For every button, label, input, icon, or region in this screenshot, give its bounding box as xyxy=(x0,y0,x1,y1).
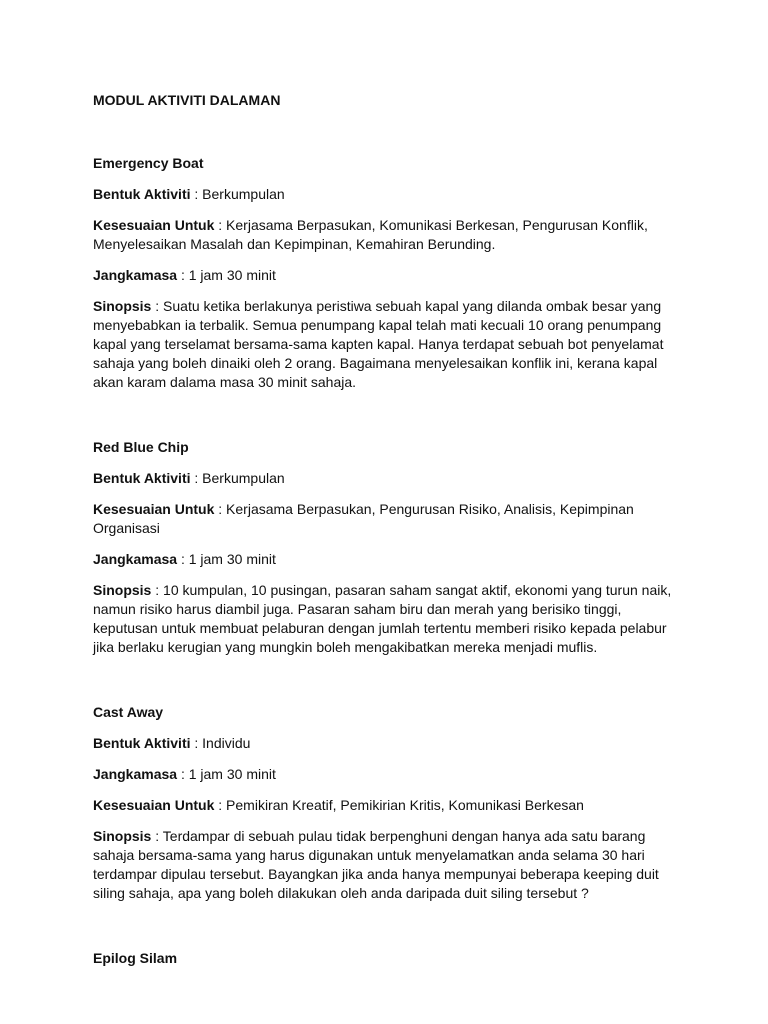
field-bentuk-aktiviti: Bentuk Aktiviti : Berkumpulan xyxy=(93,470,285,486)
field-label: Kesesuaian Untuk xyxy=(93,797,215,813)
field-label: Kesesuaian Untuk xyxy=(93,501,215,517)
field-value: Kerjasama Berpasukan, Pengurusan Risiko, Analisis, Kepimpinan Organisasi xyxy=(93,501,634,536)
field-label: Kesesuaian Untuk xyxy=(93,217,215,233)
field-kesesuaian-untuk: Kesesuaian Untuk : Kerjasama Berpasukan, Pengurusan Risiko, Analisis, Kepimpinan Organisasi xyxy=(93,501,634,536)
field-kesesuaian-untuk: Kesesuaian Untuk : Pemikiran Kreatif, Pemikirian Kritis, Komunikasi Berkesan xyxy=(93,797,584,813)
field-sinopsis: Sinopsis : Suatu ketika berlakunya peristiwa sebuah kapal yang dilanda ombak besar yang menyebabkan ia terbalik. Semua penumpang kapal telah mati kecuali 10 orang penumpang kapal yang terselamat bersama-sama kapten kapal. Hanya terdapat sebuah bot penyelamat sahaja yang boleh dinaiki oleh 2 orang. Bagaimana menyelesaikan konflik ini, kerana kapal akan karam dalama masa 30 minit sahaja. xyxy=(93,298,664,390)
section-red-blue-chip xyxy=(93,438,683,669)
field-value: Berkumpulan xyxy=(202,470,285,486)
section-heading: Red Blue Chip xyxy=(93,439,189,455)
section-epilog-silam xyxy=(93,949,683,980)
field-value: 1 jam 30 minit xyxy=(188,766,276,782)
field-value: 1 jam 30 minit xyxy=(188,267,276,283)
field-label: Bentuk Aktiviti xyxy=(93,735,191,751)
field-value: Pemikiran Kreatif, Pemikirian Kritis, Komunikasi Berkesan xyxy=(226,797,584,813)
field-value: 10 kumpulan, 10 pusingan, pasaran saham sangat aktif, ekonomi yang turun naik, namun risiko harus diambil juga. Pasaran saham biru dan merah yang berisiko tinggi, keputusan untuk membuat pelaburan dengan jumlah tertentu memberi risiko kepada pelabur jika berlaku kerugian yang mungkin boleh mengakibatkan mereka menjadi muflis. xyxy=(93,582,672,655)
field-label: Jangkamasa xyxy=(93,766,178,782)
field-bentuk-aktiviti: Bentuk Aktiviti : Berkumpulan xyxy=(93,186,285,202)
field-value: Suatu ketika berlakunya peristiwa sebuah kapal yang dilanda ombak besar yang menyebabkan ia terbalik. Semua penumpang kapal telah mati kecuali 10 orang penumpang kapal yang terselamat bersama-sama kapten kapal. Hanya terdapat sebuah bot penyelamat sahaja yang boleh dinaiki oleh 2 orang. Bagaimana menyelesaikan konflik ini, kerana kapal akan karam dalama masa 30 minit sahaja. xyxy=(93,298,664,390)
field-value: 1 jam 30 minit xyxy=(188,551,276,567)
field-jangkamasa: Jangkamasa : 1 jam 30 minit xyxy=(93,551,276,567)
field-label: Sinopsis xyxy=(93,582,152,598)
section-heading: Epilog Silam xyxy=(93,950,178,966)
section-heading: Emergency Boat xyxy=(93,155,204,171)
field-jangkamasa: Jangkamasa : 1 jam 30 minit xyxy=(93,267,276,283)
field-sinopsis: Sinopsis : 10 kumpulan, 10 pusingan, pasaran saham sangat aktif, ekonomi yang turun naik, namun risiko harus diambil juga. Pasaran saham biru dan merah yang berisiko tinggi, keputusan untuk membuat pelaburan dengan jumlah tertentu memberi risiko kepada pelabur jika berlaku kerugian yang mungkin boleh mengakibatkan mereka menjadi muflis. xyxy=(93,582,672,655)
field-value: Terdampar di sebuah pulau tidak berpenghuni dengan hanya ada satu barang sahaja bersama-sama yang harus digunakan untuk menyelamatkan anda selama 30 hari terdampar dipulau tersebut. Bayangkan jika anda hanya mempunyai beberapa keeping duit siling sahaja, apa yang boleh dilakukan oleh anda daripada duit siling tersebut ? xyxy=(93,828,659,901)
field-label: Sinopsis xyxy=(93,828,152,844)
field-value: Berkumpulan xyxy=(202,186,285,202)
field-jangkamasa: Jangkamasa : 1 jam 30 minit xyxy=(93,766,276,782)
field-label: Jangkamasa xyxy=(93,551,178,567)
section-cast-away xyxy=(93,703,683,915)
field-bentuk-aktiviti: Bentuk Aktiviti : Individu xyxy=(93,735,251,751)
field-label: Bentuk Aktiviti xyxy=(93,470,191,486)
field-kesesuaian-untuk: Kesesuaian Untuk : Kerjasama Berpasukan, Komunikasi Berkesan, Pengurusan Konflik, Menyelesaikan Masalah dan Kepimpinan, Kemahiran Berunding. xyxy=(93,217,648,252)
field-label: Jangkamasa xyxy=(93,267,178,283)
field-value: Individu xyxy=(202,735,251,751)
field-label: Sinopsis xyxy=(93,298,152,314)
section-emergency-boat xyxy=(93,154,683,404)
field-sinopsis: Sinopsis : Terdampar di sebuah pulau tidak berpenghuni dengan hanya ada satu barang sahaja bersama-sama yang harus digunakan untuk menyelamatkan anda selama 30 hari terdampar dipulau tersebut. Bayangkan jika anda hanya mempunyai beberapa keeping duit siling sahaja, apa yang boleh dilakukan oleh anda daripada duit siling tersebut ? xyxy=(93,828,659,901)
field-label: Bentuk Aktiviti xyxy=(93,186,191,202)
document-title: MODUL AKTIVITI DALAMAN xyxy=(93,92,281,108)
field-value: Kerjasama Berpasukan, Komunikasi Berkesan, Pengurusan Konflik, Menyelesaikan Masalah dan Kepimpinan, Kemahiran Berunding. xyxy=(93,217,648,252)
section-heading: Cast Away xyxy=(93,704,164,720)
